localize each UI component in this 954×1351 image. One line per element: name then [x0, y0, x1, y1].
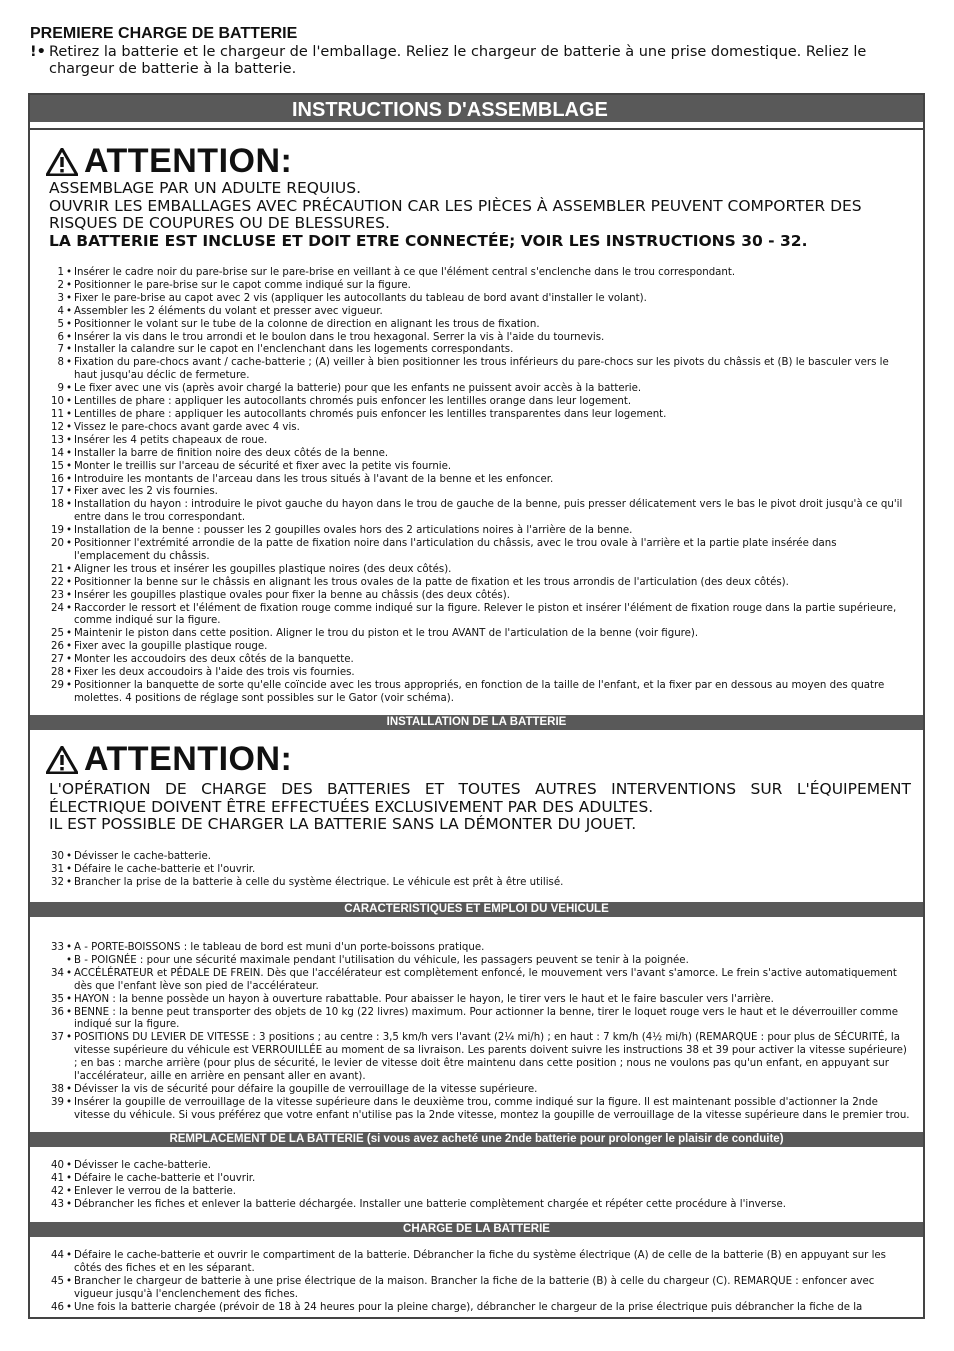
bullet: • [65, 954, 72, 966]
step-text: Assembler les 2 éléments du volant et presser avec vigueur. [74, 305, 383, 317]
bullet: • [65, 344, 72, 356]
bullet: • [65, 357, 72, 369]
step-text: Brancher la prise de la batterie à celle du système électrique. Le véhicule est prêt à être utilisé. [74, 876, 564, 888]
step-item [30, 422, 910, 435]
step-number: 16 [51, 473, 64, 485]
step-text: Installer la calandre sur le capot en l'enclenchant dans les logements correspondants. [74, 344, 514, 356]
bullet: • [65, 680, 72, 691]
step-item [30, 486, 910, 499]
bullet: • [65, 576, 72, 588]
step-number: 24 [51, 602, 64, 614]
step-item [30, 319, 910, 332]
band-installation: INSTALLATION DE LA BATTERIE [30, 715, 923, 730]
step-text: Positionner l'extrémité arrondie de la patte de fixation noire dans l'articulation du châssis, avec le trou ovale à l'arrière et la partie plate insérée dans l'emplacement du châssis. [74, 538, 837, 562]
step-item [30, 1276, 910, 1302]
step-number: 17 [51, 486, 64, 498]
step-number: 9 [57, 383, 64, 395]
assembly-body [30, 128, 923, 1317]
bullet: • [65, 1172, 72, 1184]
bullet: • [65, 942, 72, 953]
attention-title-1: ATTENTION: [84, 142, 293, 180]
bullet: • [65, 1250, 72, 1261]
warning-triangle-icon [46, 746, 78, 774]
replacement-steps [30, 1160, 910, 1212]
bullet: • [65, 383, 72, 395]
step-number: 41 [51, 1172, 64, 1184]
bullet: • [65, 628, 72, 640]
step-item [30, 603, 910, 629]
step-number: 6 [57, 331, 64, 343]
step-number: 29 [51, 680, 64, 691]
step-text: Maintenir le piston dans cette position. Aligner le trou du piston et le trou AVANT de l'articulation de la benne (voir figure). [74, 628, 699, 640]
step-item [30, 864, 910, 877]
bullet: • [65, 318, 72, 330]
attention-text-1 [49, 180, 911, 250]
step-number: 34 [51, 967, 64, 979]
bullet: • [65, 486, 72, 498]
bullet: • [65, 1185, 72, 1197]
step-item [30, 1186, 910, 1199]
step-text: Lentilles de phare : appliquer les autocollants chromés puis enfoncer les lentilles orange dans leur logement. [74, 396, 632, 408]
step-number: 31 [51, 863, 64, 875]
characteristics-steps [30, 942, 910, 1123]
step-number: 46 [51, 1301, 64, 1313]
assembly-frame [28, 93, 925, 1319]
step-item [30, 344, 910, 357]
step-text: Fixer les deux accoudoirs à l'aide des trois vis fournies. [74, 667, 355, 679]
step-number: 35 [51, 993, 64, 1005]
bullet: • [65, 1198, 72, 1210]
step-text: BENNE : la benne peut transporter des objets de 10 kg (22 livres) maximum. Pour actionner la benne, tirer le loquet rouge vers le haut et le déverrouiller comme indiqué sur la figure. [74, 1006, 898, 1031]
step-item [30, 577, 910, 590]
bullet: • [65, 305, 72, 317]
step-item [30, 1160, 910, 1173]
step-text: Fixer avec les 2 vis fournies. [74, 486, 218, 498]
step-number: 26 [51, 641, 64, 653]
step-text: Raccorder le ressort et l'élément de fixation rouge comme indiqué sur la figure. Relever le piston et insérer l'élément de fixation rouge dans la partie supérieure, comme indiqué sur la figure. [74, 602, 897, 627]
step-item [30, 525, 910, 538]
step-text: B - POIGNÉE : pour une sécurité maximale pendant l'utilisation du véhicule, les passagers peuvent se tenir à la poignée. [74, 954, 689, 966]
step-number: 32 [51, 876, 64, 888]
bullet: • [65, 563, 72, 575]
step-text: Monter le treillis sur l'arceau de sécurité et fixer avec la petite vis fournie. [74, 460, 452, 472]
attention2-line1: L'OPÉRATION DE CHARGE DES BATTERIES ET TOUTES AUTRES INTERVENTIONS SUR L'ÉQUIPEMENT ÉLECTRIQUE DOIVENT ÊTRE EFFECTUÉES EXCLUSIVEMENT PAR DES ADULTES. [49, 780, 911, 816]
step-item [30, 1173, 910, 1186]
attention-title-2: ATTENTION: [84, 740, 293, 778]
step-number: 21 [51, 563, 64, 575]
step-item [30, 461, 910, 474]
attention-heading-2 [46, 740, 292, 779]
step-number: 27 [51, 654, 64, 666]
step-item [30, 306, 910, 319]
step-text: Insérer les 4 petits chapeaux de roue. [74, 434, 268, 446]
step-number [30, 955, 64, 968]
assembly-header: INSTRUCTIONS D'ASSEMBLAGE [30, 95, 923, 125]
first-charge-text: Retirez la batterie et le chargeur de l'emballage. Reliez le chargeur de batterie à une prise domestique. Reliez le chargeur de batterie à la batterie. [49, 44, 867, 77]
step-number: 14 [51, 447, 64, 459]
step-number: 7 [57, 344, 64, 356]
step-item [30, 1032, 910, 1084]
step-number: 19 [51, 525, 64, 537]
attention1-line2: OUVRIR LES EMBALLAGES AVEC PRÉCAUTION CAR LES PIÈCES À ASSEMBLER PEUVENT COMPORTER DES RISQUES DE COUPURES OU DE BLESSURES. [49, 196, 862, 232]
bullet: • [65, 396, 72, 408]
bullet: • [65, 1275, 72, 1287]
step-text: Défaire le cache-batterie et l'ouvrir. [74, 1172, 256, 1184]
step-text: Installer la barre de finition noire des deux côtés de la benne. [74, 447, 389, 459]
step-text: Lentilles de phare : appliquer les autocollants chromés puis enfoncer les lentilles transparentes dans leur logement. [74, 408, 667, 420]
step-text: HAYON : la benne possède un hayon à ouverture rabattable. Pour abaisser le hayon, le tirer vers le haut et le faire basculer vers l'arrière. [74, 993, 774, 1005]
step-item [30, 1250, 910, 1276]
attention2-line2: IL EST POSSIBLE DE CHARGER LA BATTERIE SANS LA DÉMONTER DU JOUET. [49, 815, 637, 833]
step-text: Installation du hayon : introduire le pivot gauche du hayon dans le trou de gauche de la benne, puis presser délicatement vers le bas le pivot droit jusqu'à ce qu'il entre dans le trou correspondant. [74, 499, 903, 524]
bullet: • [65, 993, 72, 1005]
step-text: Vissez le pare-chocs avant garde avec 4 vis. [74, 421, 300, 433]
step-item [30, 280, 910, 293]
step-text: Défaire le cache-batterie et l'ouvrir. [74, 863, 256, 875]
step-text: Insérer le cadre noir du pare-brise sur le pare-brise en veillant à ce que l'élément central s'enclenche dans le trou correspondant. [74, 267, 736, 278]
step-text: Positionner la benne sur le châssis en alignant les trous ovales de la patte de fixation et les trous arrondis de l'articulation (des deux côtés). [74, 576, 789, 588]
bullet: • [65, 292, 72, 304]
step-number: 25 [51, 628, 64, 640]
bullet: • [65, 654, 72, 666]
bullet: • [65, 267, 72, 278]
step-number: 15 [51, 460, 64, 472]
step-text: Insérer les goupilles plastique ovales pour fixer la benne au châssis (des deux côtés). [74, 589, 510, 601]
assembly-steps [30, 267, 910, 706]
step-item [30, 332, 910, 345]
first-charge-section [30, 24, 930, 78]
step-number: 20 [51, 538, 64, 550]
step-number: 36 [51, 1006, 64, 1018]
step-number: 40 [51, 1160, 64, 1171]
step-text: Monter les accoudoirs des deux côtés de la banquette. [74, 654, 354, 666]
step-number: 1 [57, 267, 64, 278]
bullet: • [65, 499, 72, 511]
band-charging: CHARGE DE LA BATTERIE [30, 1222, 923, 1237]
step-number: 37 [51, 1032, 64, 1044]
step-text: Défaire le cache-batterie et ouvrir le compartiment de la batterie. Débrancher la fiche du système électrique (A) de celle de la batterie (B) en appuyant sur les côtés des fiches et en les séparant. [74, 1250, 886, 1274]
step-number: 10 [51, 396, 64, 408]
bullet: • [65, 434, 72, 446]
step-item [30, 293, 910, 306]
step-item [30, 851, 910, 864]
step-item [30, 628, 910, 641]
step-number: 22 [51, 576, 64, 588]
step-number: 23 [51, 589, 64, 601]
step-number: 28 [51, 667, 64, 679]
step-number: 13 [51, 434, 64, 446]
step-text: ACCÉLÉRATEUR et PÉDALE DE FREIN. Dès que l'accélérateur est complètement enfoncé, le mouvement vers l'avant s'amorce. Le frein s'active automatiquement dès que l'enfant lève son pied de l'accélérateur. [74, 967, 897, 992]
step-item [30, 680, 910, 706]
attention1-line1: ASSEMBLAGE PAR UN ADULTE REQUIUS. [49, 179, 362, 197]
step-item [30, 383, 910, 396]
bullet: • [65, 1301, 72, 1313]
step-item [30, 409, 910, 422]
step-number: 8 [57, 357, 64, 369]
attention-text-2 [49, 781, 911, 834]
step-number: 44 [51, 1250, 64, 1261]
step-text: Fixer avec la goupille plastique rouge. [74, 641, 268, 653]
attention1-line3: LA BATTERIE EST INCLUSE ET DOIT ETRE CONNECTÉE; VOIR LES INSTRUCTIONS 30 - 32. [49, 231, 808, 250]
bullet: • [65, 525, 72, 537]
step-item [30, 877, 910, 890]
step-text: Dévisser la vis de sécurité pour défaire la goupille de verrouillage de la vitesse supérieure. [74, 1083, 538, 1095]
step-text: Une fois la batterie chargée (prévoir de 18 à 24 heures pour la pleine charge), débrancher le chargeur de la prise électrique puis débrancher la fiche de la [74, 1301, 863, 1313]
bullet: • [65, 602, 72, 614]
first-charge-warning [30, 44, 930, 78]
bullet: • [65, 460, 72, 472]
step-item [30, 448, 910, 461]
step-item [30, 396, 910, 409]
step-item [30, 499, 910, 525]
step-item [30, 1084, 910, 1097]
attention-heading-1 [46, 142, 292, 181]
step-item [30, 955, 910, 968]
step-text: A - PORTE-BOISSONS : le tableau de bord est muni d'un porte-boissons pratique. [74, 942, 485, 953]
step-text: Positionner le volant sur le tube de la colonne de direction en alignant les trous de fixation. [74, 318, 540, 330]
step-number: 30 [51, 851, 64, 862]
step-text: Dévisser le cache-batterie. [74, 851, 211, 862]
step-item [30, 538, 910, 564]
step-number: 12 [51, 421, 64, 433]
step-text: Fixation du pare-chocs avant / cache-batterie ; (A) veiller à bien positionner les trous inférieurs du pare-chocs sur les pivots du châssis et (B) le basculer vers le haut jusqu'au déclic de fermeture. [74, 357, 889, 382]
step-item [30, 667, 910, 680]
step-item [30, 1097, 910, 1123]
step-number: 39 [51, 1096, 64, 1108]
charging-steps [30, 1250, 910, 1315]
bullet: • [65, 279, 72, 291]
step-item [30, 357, 910, 383]
warning-triangle-icon [46, 148, 78, 176]
bullet: • [65, 967, 72, 979]
first-charge-title: PREMIERE CHARGE DE BATTERIE [30, 25, 298, 42]
step-text: Brancher le chargeur de batterie à une prise électrique de la maison. Brancher la fiche de la batterie (B) à celle du chargeur (C). REMARQUE : enfoncer avec vigueur jusqu'à l'enclenchement des fiches. [74, 1275, 875, 1300]
step-text: Installation de la benne : pousser les 2 goupilles ovales hors des 2 articulations noires à l'arrière de la benne. [74, 525, 633, 537]
band-characteristics: CARACTERISTIQUES ET EMPLOI DU VEHICULE [30, 902, 923, 917]
step-number: 5 [57, 318, 64, 330]
bullet: • [65, 1006, 72, 1018]
warning-mark: !• [30, 44, 46, 60]
step-number: 33 [51, 942, 64, 953]
band-replacement: REMPLACEMENT DE LA BATTERIE (si vous avez acheté une 2nde batterie pour prolonger le plaisir de conduite) [30, 1132, 923, 1147]
step-item [30, 564, 910, 577]
bullet: • [65, 331, 72, 343]
step-item [30, 1302, 910, 1315]
bullet: • [65, 473, 72, 485]
step-text: Positionner le pare-brise sur le capot comme indiqué sur la figure. [74, 279, 411, 291]
step-text: Aligner les trous et insérer les goupilles plastique noires (des deux côtés). [74, 563, 452, 575]
step-text: POSITIONS DU LEVIER DE VITESSE : 3 positions ; au centre : 3,5 km/h vers l'avant (2¼ mi/h) ; en haut : 7 km/h (4½ mi/h) (REMARQUE : pour plus de SÉCURITÉ, la vitesse supérieure du véhicule est VERROUILLÉE au moment de sa livraison. Les parents doivent suivre les instructions 38 et 39 pour activer la vitesse supérieure) ; en bas : marche arrière (pour plus de sécurité, le levier de vitesse doit être maintenu dans cette position ; nous ne voulons pas qu'un enfant, en appuyant sur l'accélérateur, aille en arrière en pensant aller en avant). [74, 1032, 907, 1083]
step-item [30, 590, 910, 603]
step-text: Insérer la vis dans le trou arrondi et le boulon dans le trou hexagonal. Serrer la vis à l'aide du tournevis. [74, 331, 605, 343]
step-text: Positionner la banquette de sorte qu'elle coïncide avec les trous appropriés, en fonction de la taille de l'enfant, et la fixer par en dessous au moyen des quatre molettes. 4 positions de réglage sont possibles sur le Gator (voir schéma). [74, 680, 885, 704]
step-item [30, 435, 910, 448]
bullet: • [65, 538, 72, 550]
bullet: • [65, 1096, 72, 1108]
step-item [30, 942, 910, 955]
bullet: • [65, 421, 72, 433]
step-item [30, 1007, 910, 1033]
step-text: Le fixer avec une vis (après avoir chargé la batterie) pour que les enfants ne puissent avoir accès à la batterie. [74, 383, 642, 395]
bullet: • [65, 589, 72, 601]
step-item [30, 654, 910, 667]
step-number: 3 [57, 292, 64, 304]
bullet: • [65, 641, 72, 653]
step-text: Débrancher les fiches et enlever la batterie déchargée. Installer une batterie complètement chargée et répéter cette procédure à l'inverse. [74, 1198, 786, 1210]
installation-steps [30, 851, 910, 890]
step-number: 42 [51, 1185, 64, 1197]
step-number: 4 [57, 305, 64, 317]
step-text: Fixer le pare-brise au capot avec 2 vis (appliquer les autocollants du tableau de bord avant d'installer le volant). [74, 292, 647, 304]
step-number: 18 [51, 499, 64, 511]
bullet: • [65, 1083, 72, 1095]
bullet: • [65, 447, 72, 459]
step-item [30, 1199, 910, 1212]
step-number: 43 [51, 1198, 64, 1210]
step-number: 38 [51, 1083, 64, 1095]
step-item [30, 994, 910, 1007]
step-number: 45 [51, 1275, 64, 1287]
bullet: • [65, 408, 72, 420]
step-number: 11 [51, 408, 64, 420]
bullet: • [65, 667, 72, 679]
step-text: Insérer la goupille de verrouillage de la vitesse supérieure dans le deuxième trou, comme indiqué sur la figure. Il est maintenant possible d'actionner la 2nde vitesse du véhicule. Si vous préférez que votre enfant n'utilise pas la 2nde vitesse, montez la goupille de verrouillage de la vitesse supérieure dans le premier trou. [74, 1096, 910, 1121]
step-item [30, 641, 910, 654]
step-number: 2 [57, 279, 64, 291]
step-text: Introduire les montants de l'arceau dans les trous situés à l'avant de la benne et les enfoncer. [74, 473, 554, 485]
bullet: • [65, 876, 72, 888]
step-text: Dévisser le cache-batterie. [74, 1160, 211, 1171]
bullet: • [65, 1032, 72, 1044]
step-item [30, 968, 910, 994]
bullet: • [65, 863, 72, 875]
bullet: • [65, 851, 72, 862]
bullet: • [65, 1160, 72, 1171]
step-item [30, 474, 910, 487]
step-text: Enlever le verrou de la batterie. [74, 1185, 237, 1197]
step-item [30, 267, 910, 280]
